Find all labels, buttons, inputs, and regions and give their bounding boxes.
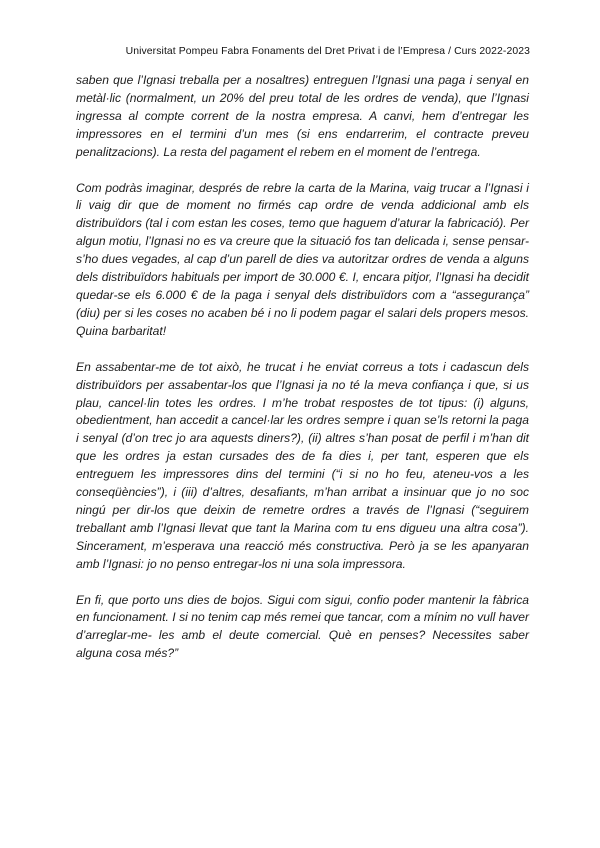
paragraph-4: En fi, que porto uns dies de bojos. Sigui com sigui, confio poder mantenir la fàbrica en funcionament. I si no tenim cap més remei que tancar, com a mínim no vull haver d’arreglar-me- les amb el deute comercial. Què en penses? Necessites saber alguna cosa més?” [76,592,529,661]
running-header: Universitat Pompeu Fabra Fonaments del Dret Privat i de l’Empresa / Curs 2022-2023 [125,46,530,57]
paragraph-1: saben que l’Ignasi treballa per a nosaltres) entreguen l’Ignasi una paga i senyal en metàl·lic (normalment, un 20% del preu total de les ordres de venda), que l’Ignasi ingressa al compte corrent de la nostra empresa. A canvi, hem d’entregar les impressores en el termini d’un mes (si ens endarrerim, el contracte preveu penalitzacions). La resta del pagament el rebem en el moment de l’entrega. [76,73,529,159]
paragraph-3: En assabentar-me de tot això, he trucat i he enviat correus a tots i cadascun dels distribuïdors per assabentar-los que l’Ignasi ja no té la meva confiança i que, si us plau, cancel·lin totes les ordres. I m’he trobat respostes de tot tipus: (i) alguns, obedientment, han accedit a cancel·lar les ordres sempre i quan se’ls retorni la paga i senyal (d’on trec jo ara aquests diners?), (ii) altres s’han posat de perfil i m’han dit que les ordres ja estan cursades des de fa dies i, per tant, esperen que els entreguem les impressores dins del termini (“i si no ho feu, ateneu-vos a les conseqüències”), i (iii) d’altres, desafiants, m’han arribat a insinuar que jo no soc ningú per dir-los que deixin de remetre ordres a través de l’Ignasi (“seguirem treballant amb l’Ignasi llevat que tant la Marina com tu ens digueu una altra cosa”). Sincerament, m’esperava una reacció més constructiva. Però ja se les apanyaran amb l’Ignasi: jo no penso entregar-los ni una sola impressora. [76,359,529,571]
paragraph-2: Com podràs imaginar, després de rebre la carta de la Marina, vaig trucar a l’Ignasi i li vaig dir que de moment no firmés cap ordre de venda addicional amb els distribuïdors (tal i com estan les coses, temo que haguem d’aturar la fabricació). Per algun motiu, l’Ignasi no es va creure que la situació fos tan delicada i, sense pensar-s’ho dues vegades, al cap d’un parell de dies va autoritzar ordres de venda a alguns dels distribuïdors habituals per import de 30.000 €. I, encara pitjor, l’Ignasi ha decidit quedar-se els 6.000 € de la paga i senyal dels distribuïdors com a “assegurança” (diu) per si les coses no acaben bé i no li podem pagar el salari dels propers mesos. Quina barbaritat! [76,180,529,338]
body-text [76,72,529,681]
